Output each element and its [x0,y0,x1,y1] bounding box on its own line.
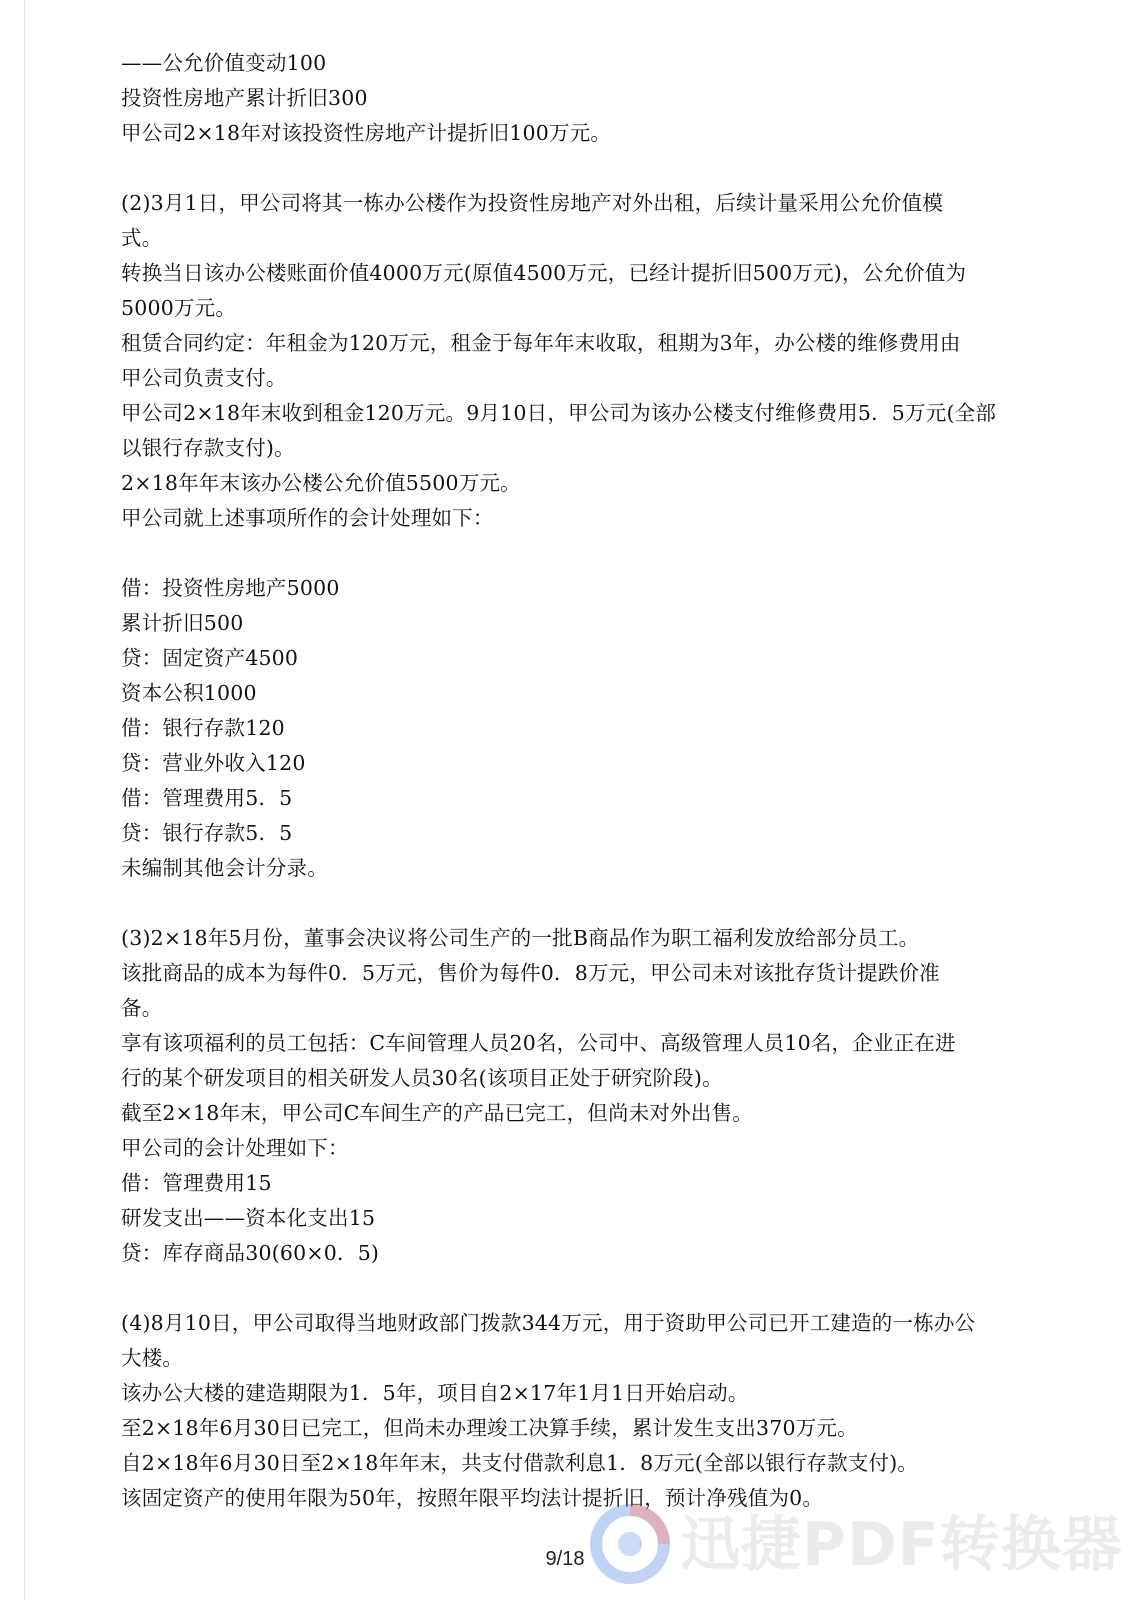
text-line: 至2×18年6月30日已完工，但尚未办理竣工决算手续，累计发生支出370万元。 [121,1416,858,1440]
text-line: 行的某个研发项目的相关研发人员30名(该项目正处于研究阶段)。 [121,1066,723,1090]
text-line: 甲公司的会计处理如下： [121,1136,349,1160]
paragraph-gap [121,886,1021,921]
text-line: 研发支出——资本化支出15 [121,1206,376,1230]
text-line: 借：管理费用15 [121,1171,272,1195]
text-line: 贷：固定资产4500 [121,646,299,670]
text-line: 该批商品的成本为每件0．5万元，售价为每件0．8万元，甲公司未对该批存货计提跌价准 [121,961,940,985]
text-line: 转换当日该办公楼账面价值4000万元(原值4500万元，已经计提折旧500万元)，公允价值为 [121,261,967,285]
text-line: 贷：银行存款5．5 [121,821,293,845]
document-body [121,46,1021,1516]
text-line: 甲公司2×18年末收到租金120万元。9月10日，甲公司为该办公楼支付维修费用5．5万元(全部 [121,401,997,425]
text-line: 5000万元。 [121,296,237,320]
text-line: 借：投资性房地产5000 [121,576,340,600]
text-line: 享有该项福利的员工包括：C车间管理人员20名，公司中、高级管理人员10名，企业正在进 [121,1031,956,1055]
paragraph-gap [121,151,1021,186]
text-line: (2)3月1日，甲公司将其一栋办公楼作为投资性房地产对外出租，后续计量采用公允价值模 [121,191,944,215]
text-line: 该固定资产的使用年限为50年，按照年限平均法计提折旧，预计净残值为0。 [121,1486,824,1510]
text-line: 以银行存款支付)。 [121,436,295,460]
text-line: 借：管理费用5．5 [121,786,293,810]
text-line: 贷：营业外收入120 [121,751,306,775]
text-line: 资本公积1000 [121,681,257,705]
text-line: 甲公司负责支付。 [121,366,287,390]
text-line: 备。 [121,996,163,1020]
paragraph-gap [121,536,1021,571]
xunjie-logo-icon [588,1502,672,1586]
text-line: 累计折旧500 [121,611,244,635]
text-line: 甲公司2×18年对该投资性房地产计提折旧100万元。 [121,121,612,145]
text-line: (4)8月10日，甲公司取得当地财政部门拨款344万元，用于资助甲公司已开工建造的一栋办公 [121,1311,976,1335]
text-line: 贷：库存商品30(60×0．5) [121,1241,380,1265]
text-line: 2×18年年末该办公楼公允价值5500万元。 [121,471,521,495]
page-number: 9/18 [545,1548,585,1570]
text-line: 未编制其他会计分录。 [121,856,328,880]
text-line: 甲公司就上述事项所作的会计处理如下： [121,506,494,530]
text-line: 截至2×18年末，甲公司C车间生产的产品已完工，但尚未对外出售。 [121,1101,753,1125]
text-line: 投资性房地产累计折旧300 [121,86,368,110]
watermark-text: 迅捷PDF转换器 [680,1510,1123,1580]
text-line: ——公允价值变动100 [121,51,327,75]
text-line: 式。 [121,226,163,250]
text-line: 该办公大楼的建造期限为1．5年，项目自2×17年1月1日开始启动。 [121,1381,749,1405]
page-edge-divider [24,0,25,1600]
text-line: 租赁合同约定：年租金为120万元，租金于每年年末收取，租期为3年，办公楼的维修费用由 [121,331,961,355]
text-line: 大楼。 [121,1346,184,1370]
watermark [588,1500,1123,1590]
text-line: (3)2×18年5月份，董事会决议将公司生产的一批B商品作为职工福利发放给部分员工。 [121,926,920,950]
paragraph-gap [121,1271,1021,1306]
text-line: 借：银行存款120 [121,716,285,740]
text-line: 自2×18年6月30日至2×18年年末，共支付借款利息1．8万元(全部以银行存款支付)。 [121,1451,919,1475]
